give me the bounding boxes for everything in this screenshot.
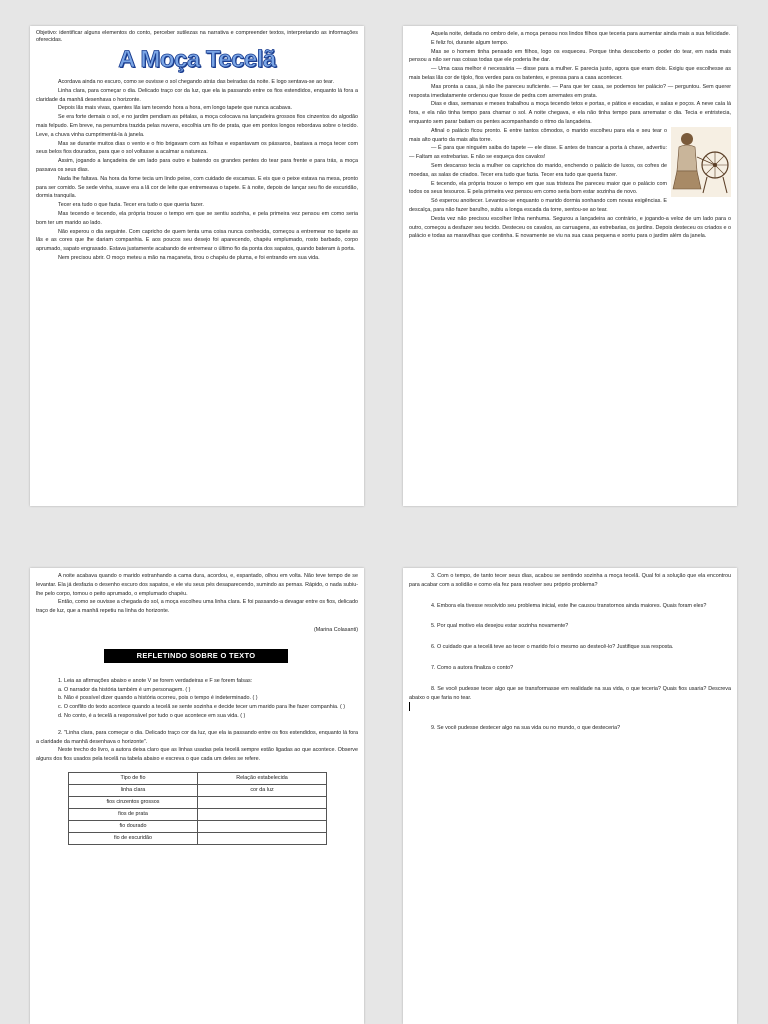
paragraph: Não esperou o dia seguinte. Com capricho de quem tenta uma coisa nunca conhecida, começou a entremear no tapete as lãs e as cores que lhe dariam companhia. E aos poucos seu desejo foi aparecendo, chapéu emplumado, rosto barbado, corpo aprumado, sapato engraxado. Estava justamente acabando de entremear o último fio da ponta dos sapatos, quando bateram à porta. bbox=[36, 228, 358, 253]
question-2-instruction: Neste trecho do livro, a autora deixa claro que as linhas usadas pela tecelã sempre estão ligadas ao que acontece. Observe alguns dos fios usados pela tecelã na tabela abaixo e escreva o que cada um deles se refere. bbox=[36, 747, 358, 763]
table-row bbox=[69, 820, 327, 832]
document-page-4 bbox=[403, 568, 737, 1024]
paragraph: Afinal o palácio ficou pronto. E entre tantos cômodos, o marido escolheu para ela e seu tear o mais alto quarto da mais alta torre. bbox=[409, 127, 667, 143]
paragraph: Mas se durante muitos dias o vento e o frio brigavam com as folhas e espantavam os pássaros, bastava a moça tecer com seus belos fios dourados, para que o sol voltasse a acalmar a natureza. bbox=[36, 140, 358, 156]
table-cell[interactable] bbox=[198, 832, 327, 844]
question-1-item-a: a. O narrador da história também é um personagem. ( ) bbox=[58, 686, 191, 693]
paragraph: Mas tecendo e tecendo, ela própria trouxe o tempo em que se sentiu sozinha, e pela primeira vez pensou em como seria bom ter um marido ao lado. bbox=[36, 210, 358, 226]
table-cell: fio dourado bbox=[69, 820, 198, 832]
page-2-content bbox=[409, 30, 731, 241]
story-paragraphs-1 bbox=[36, 78, 358, 263]
paragraph: Acordava ainda no escuro, como se ouvisse o sol chegando atrás das beiradas da noite. E logo sentava-se ao tear. bbox=[58, 79, 334, 85]
weaver-illustration-image bbox=[671, 127, 731, 197]
table-row bbox=[69, 832, 327, 844]
table-row bbox=[69, 784, 327, 796]
paragraph: Nada lhe faltava. Na hora da fome tecia um lindo peixe, com cuidado de escamas. E eis que o peixe estava na mesa, pronto para ser comido. Se sede vinha, suave era a lã cor de leite que entremeava o tapete. E à noite, depois de lançar seu fio de escuridão, dormia tranquila. bbox=[36, 175, 358, 200]
paragraph: Assim, jogando a lançadeira de um lado para outro e batendo os grandes pentes do tear para frente e para trás, a moça passava os seus dias. bbox=[36, 158, 358, 173]
paragraph: Nem precisou abrir. O moço meteu a mão na maçaneta, tirou o chapéu de pluma, e foi entrando em sua vida. bbox=[58, 254, 320, 261]
objective-text: Objetivo: identificar alguns elementos do conto, perceber sutilezas na narrativa e compreender textos, interpretando as informações oferecidas. bbox=[36, 30, 358, 43]
table-cell: fio de escuridão bbox=[69, 832, 198, 844]
question-5: 5. Por qual motivo ela desejou estar sozinha novamente? bbox=[431, 623, 569, 630]
document-page-1 bbox=[30, 26, 364, 506]
table-cell[interactable] bbox=[198, 808, 327, 820]
question-2-quote: 2. "Linha clara, para começar o dia. Delicado traço cor da luz, que ela ia passando entre os fios estendidos, enquanto lá fora a claridade da manhã desenhava o horizonte". bbox=[36, 729, 358, 745]
question-4: 4. Embora ela tivesse resolvido seu problema inicial, este lhe causou transtornos ainda maiores. Quais foram eles? bbox=[431, 602, 707, 609]
table-cell: fios de prata bbox=[69, 808, 198, 820]
paragraph: Desta vez não precisou escolher linha nenhuma. Segurou a lançadeira ao contrário, e jogando-a veloz de um lado para o outro, começou a desfazer seu tecido. Desteceu os cavalos, as carruagens, as estrebarias, os jardins. Depois desteceu os criados e o palácio e todas as maravilhas que continha. E novamente se viu na sua casa pequena e sorriu para o jardim além da janela. bbox=[409, 215, 731, 240]
table-row bbox=[69, 796, 327, 808]
story-title: A Moça Tecelã bbox=[118, 46, 276, 73]
page-1-content bbox=[36, 30, 358, 263]
table-cell: fios cinzentos grossos bbox=[69, 796, 198, 808]
table-cell[interactable] bbox=[198, 796, 327, 808]
page-3-content bbox=[36, 572, 358, 845]
paragraph: — É para que ninguém saiba do tapete — ele disse. E antes de trancar a porta à chave, advertiu: — Faltam as estrebarias. E não se esqueça dos cavalos! bbox=[409, 145, 667, 161]
paragraph: Sem descanso tecia a mulher os caprichos do marido, enchendo o palácio de luxos, os cofres de moedas, as salas de criados. Tecer era tudo que fazia. Tecer era tudo que queria fazer. bbox=[409, 162, 667, 178]
question-6: 6. O cuidado que a tecelã teve ao tecer o marido foi o mesmo ao destecê-lo? Justifique sua resposta. bbox=[431, 644, 674, 651]
document-page-3 bbox=[30, 568, 364, 1024]
table-header: Relação estabelecida bbox=[198, 772, 327, 784]
author-credit: (Marina Colasanti) bbox=[313, 626, 358, 633]
paragraph: Aquela noite, deitada no ombro dele, a moça pensou nos lindos filhos que teceria para aumentar ainda mais a sua felicidade. bbox=[431, 31, 731, 37]
answer-area-text-cursor[interactable] bbox=[409, 702, 731, 712]
paragraph: E feliz foi, durante algum tempo. bbox=[431, 39, 509, 46]
question-7: 7. Como a autora finaliza o conto? bbox=[431, 664, 514, 671]
document-page-2 bbox=[403, 26, 737, 506]
paragraph: Tecer era tudo o que fazia. Tecer era tudo o que queria fazer. bbox=[58, 202, 204, 209]
question-1-item-c: c. O conflito do texto acontece quando a tecelã se sente sozinha e decide tecer um marido para lhe fazer companhia. ( ) bbox=[58, 704, 346, 711]
paragraph: Mas se o homem tinha pensado em filhos, logo os esqueceu. Porque tinha descoberto o poder do tear, em nada mais pensou a não ser nas coisas todas que ele poderia lhe dar. bbox=[409, 48, 731, 64]
paragraph: Só esperou anoitecer. Levantou-se enquanto o marido dormia sonhando com novas exigências. E descalça, para não fazer barulho, subiu a longa escada da torre, sentou-se ao tear. bbox=[409, 198, 667, 213]
table-row bbox=[69, 808, 327, 820]
paragraph: Mas pronta a casa, já não lhe pareceu suficiente. — Para que ter casa, se podemos ter palácio? — perguntou. Sem querer resposta imediatamente ordenou que fosse de pedra com arremates em prata. bbox=[409, 83, 731, 99]
thread-relation-table bbox=[68, 772, 327, 845]
question-1-item-b: b. Não é possível dizer quando a história ocorreu, pois o tempo é indeterminado. ( ) bbox=[58, 695, 258, 702]
paragraph: Dias e dias, semanas e meses trabalhou a moça tecendo tetos e portas, e pátios e escadas, e salas e poços. A neve caía lá fora, e ela não tinha tempo para chamar o sol. A noite chegava, e ela não tinha tempo para arrematar o dia. Tecia e entristecia, enquanto sem parar batiam os pentes acompanhando o ritmo da lançadeira. bbox=[409, 101, 731, 125]
table-header: Tipo de fio bbox=[69, 772, 198, 784]
paragraph: E tecendo, ela própria trouxe o tempo em que sua tristeza lhe pareceu maior que o palácio com todos os seus tesouros. E pela primeira vez pensou em como seria bom estar sozinha de novo. bbox=[409, 180, 667, 196]
paragraph: Linha clara, para começar o dia. Delicado traço cor da luz, que ela ia passando entre os fios estendidos, enquanto lá fora a claridade da manhã desenhava o horizonte. bbox=[36, 87, 358, 103]
question-1-intro: 1. Leia as afirmações abaixo e anote V se forem verdadeiras e F se forem falsas: bbox=[58, 677, 253, 684]
paragraph: Se era forte demais o sol, e no jardim pendiam as pétalas, a moça colocava na lançadeira grossos fios cinzentos do algodão mais felpudo. Em breve, na penumbra trazida pelas nuvens, escolhia um fio de prata, que em pontos longos rebordava sobre o tecido. Leve, a chuva vinha cumprimentá-la à janela. bbox=[36, 114, 358, 138]
text-cursor bbox=[409, 702, 410, 711]
question-3: 3. Com o tempo, de tanto tecer seus dias, acabou se sentindo sozinha a moça tecelã. Qual foi a solução que ela encontrou para acabar com a solidão e como ela fez para resolver seu próprio problema? bbox=[409, 573, 731, 588]
paragraph: — Uma casa melhor é necessária — disse para a mulher. E parecia justo, agora que eram dois. Exigiu que escolhesse as mais belas lãs cor de tijolo, fios verdes para os batentes, e pressa para a casa acontecer. bbox=[409, 66, 731, 81]
question-9: 9. Se você pudesse destecer algo na sua vida ou no mundo, o que desteceria? bbox=[431, 725, 621, 732]
paragraph: Então, como se ouvisse a chegada do sol, a moça escolheu uma linha clara. E foi passando-a devagar entre os fios, delicado traço de luz, que a manhã repetiu na linha do horizonte. bbox=[36, 599, 358, 615]
table-cell: linha clara bbox=[69, 784, 198, 796]
section-banner: REFLETINDO SOBRE O TEXTO bbox=[104, 649, 288, 663]
question-1-item-d: d. No conto, é a tecelã a responsável por tudo o que acontece em sua vida. ( ) bbox=[58, 712, 246, 719]
question-8: 8. Se você pudesse tecer algo que se transformasse em realidade na sua vida, o que teceria? Quais fios usaria? Descreva abaixo o que faria no tear. bbox=[409, 685, 731, 701]
paragraph: A noite acabava quando o marido estranhando a cama dura, acordou, e, espantado, olhou em volta. Não teve tempo de se levantar. Ela já desfazia o desenho escuro dos sapatos, e ele viu seus pés desaparecendo, sumindo as pernas. Rápido, o nada subiu-lhe pelo corpo, tomou o peito aprumado, o emplumado chapéu. bbox=[36, 573, 358, 597]
table-cell[interactable]: cor da luz bbox=[198, 784, 327, 796]
paragraph: Depois lãs mais vivas, quentes lãs iam tecendo hora a hora, em longo tapete que nunca acabava. bbox=[58, 105, 293, 112]
table-cell[interactable] bbox=[198, 820, 327, 832]
page-4-content bbox=[409, 572, 731, 733]
table-header-row bbox=[69, 772, 327, 784]
